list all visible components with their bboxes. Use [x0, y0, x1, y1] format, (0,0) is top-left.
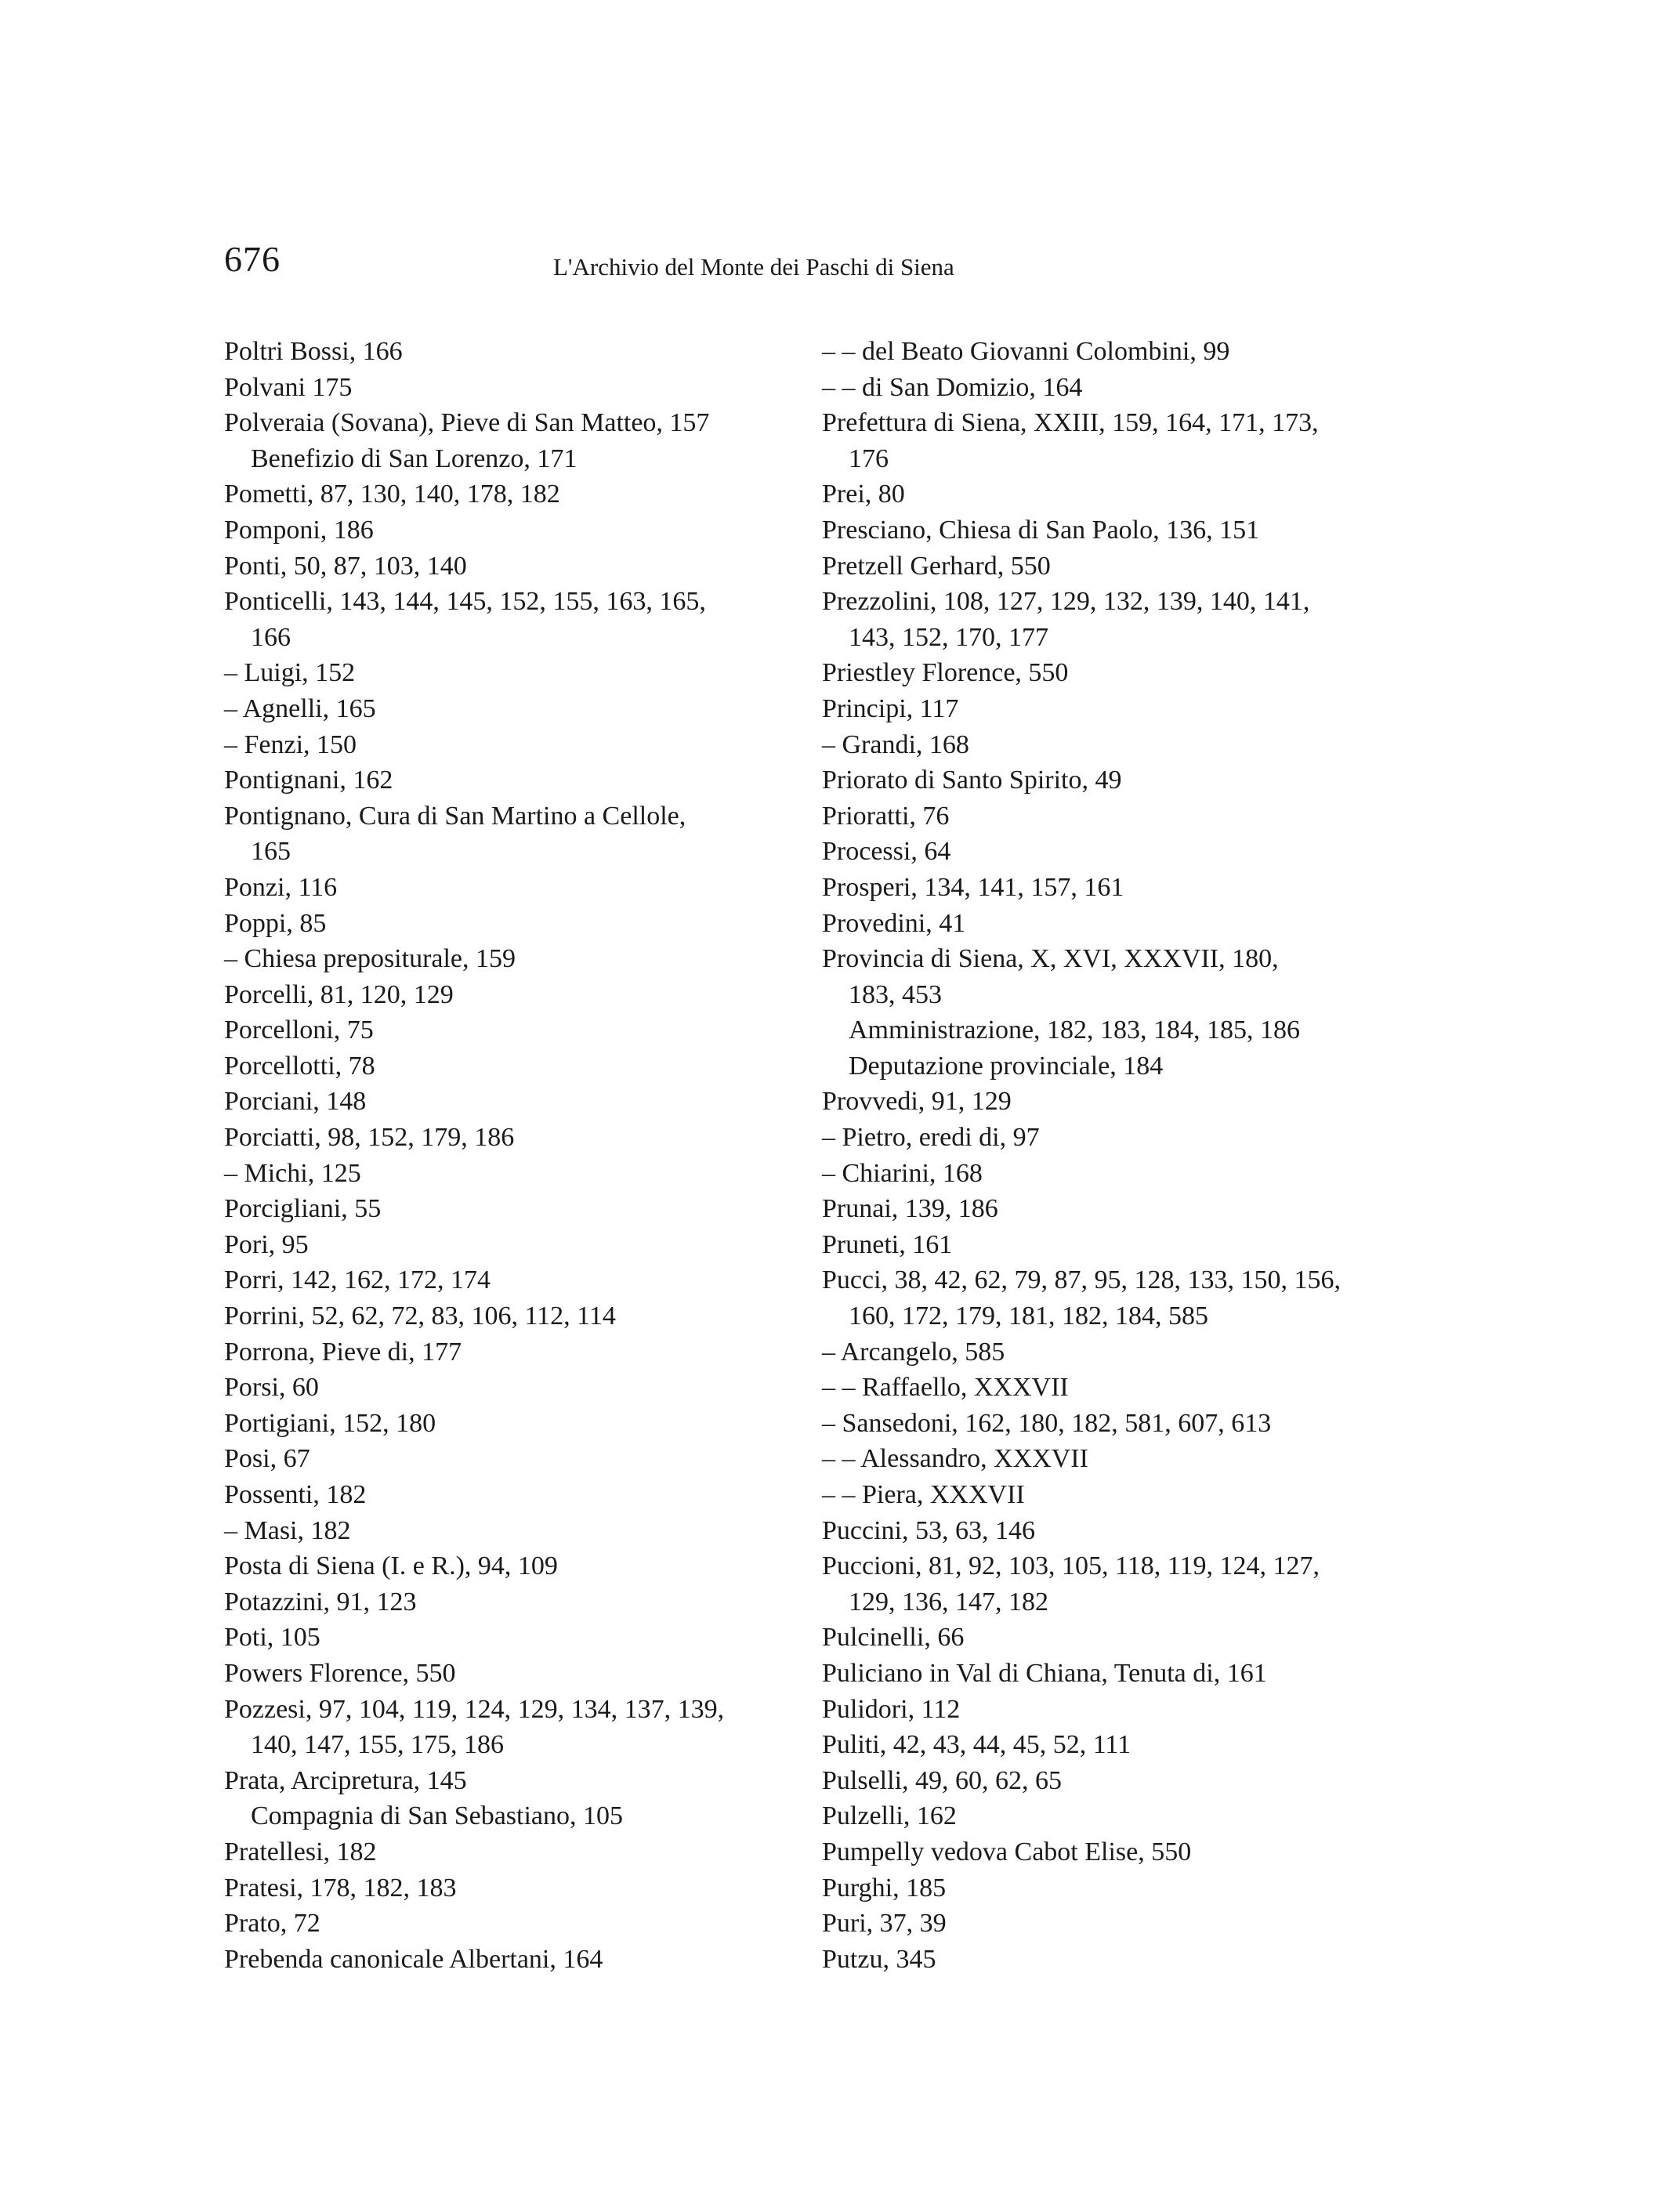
index-entry: Puliciano in Val di Chiana, Tenuta di, 161 [822, 1658, 1267, 1688]
page-number: 676 [224, 239, 281, 279]
index-entry: – Chiarini, 168 [822, 1158, 983, 1188]
index-entry: Principi, 117 [822, 693, 959, 723]
index-entry: – – Piera, XXXVII [822, 1480, 1025, 1509]
index-entry: Porciatti, 98, 152, 179, 186 [224, 1123, 515, 1153]
index-entry: 140, 147, 155, 175, 186 [251, 1730, 504, 1760]
index-entry: Pratellesi, 182 [224, 1837, 377, 1866]
index-entry: Posta di Siena (I. e R.), 94, 109 [224, 1551, 558, 1581]
index-entry: 165 [251, 837, 291, 867]
index-entry: Potazzini, 91, 123 [224, 1587, 417, 1617]
index-entry: Presciano, Chiesa di San Paolo, 136, 151 [822, 515, 1260, 545]
index-entry: Pumpelly vedova Cabot Elise, 550 [822, 1837, 1192, 1866]
index-entry: Purghi, 185 [822, 1873, 947, 1903]
index-entry: – Luigi, 152 [224, 658, 356, 688]
index-entry: 143, 152, 170, 177 [849, 622, 1048, 652]
index-entry: Processi, 64 [822, 837, 951, 867]
index-entry: Porcellotti, 78 [224, 1051, 375, 1081]
index-entry: Poppi, 85 [224, 908, 327, 938]
index-entry: Porcelloni, 75 [224, 1016, 374, 1045]
index-entry: Pretzell Gerhard, 550 [822, 551, 1051, 581]
index-entry: 160, 172, 179, 181, 182, 184, 585 [849, 1302, 1208, 1331]
index-entry: Pomponi, 186 [224, 515, 374, 545]
index-entry: – Arcangelo, 585 [822, 1337, 1005, 1367]
index-entry: Prata, Arcipretura, 145 [224, 1765, 467, 1795]
index-entry: Portigiani, 152, 180 [224, 1408, 436, 1438]
index-entry: Ponticelli, 143, 144, 145, 152, 155, 163, 165, [224, 587, 706, 617]
index-entry: 166 [251, 622, 291, 652]
index-entry: Pratesi, 178, 182, 183 [224, 1873, 457, 1903]
index-entry: – Chiesa prepositurale, 159 [224, 944, 516, 974]
index-entry: Provedini, 41 [822, 908, 966, 938]
index-entry: Pontignani, 162 [224, 766, 393, 795]
index-entry: – Michi, 125 [224, 1158, 361, 1188]
index-entry: Prosperi, 134, 141, 157, 161 [822, 872, 1124, 902]
index-entry: Putzu, 345 [822, 1944, 936, 1974]
index-entry: Porrini, 52, 62, 72, 83, 106, 112, 114 [224, 1302, 616, 1331]
index-entry: Possenti, 182 [224, 1480, 367, 1509]
index-entry: Posi, 67 [224, 1444, 310, 1474]
index-entry: Prezzolini, 108, 127, 129, 132, 139, 140, 141, [822, 587, 1310, 617]
index-entry: Pontignano, Cura di San Martino a Cellole, [224, 801, 686, 831]
index-entry: Prebenda canonicale Albertani, 164 [224, 1944, 603, 1974]
index-entry: Puccini, 53, 63, 146 [822, 1515, 1035, 1545]
index-entry: Pruneti, 161 [822, 1229, 953, 1259]
index-entry: Pulzelli, 162 [822, 1801, 957, 1831]
index-entry: – Pietro, eredi di, 97 [822, 1123, 1040, 1153]
index-entry: Prunai, 139, 186 [822, 1194, 998, 1224]
index-entry: Pucci, 38, 42, 62, 79, 87, 95, 128, 133, 150, 156, [822, 1265, 1341, 1295]
index-entry: Prei, 80 [822, 480, 905, 509]
index-entry: Pometti, 87, 130, 140, 178, 182 [224, 480, 560, 509]
index-entry: 183, 453 [849, 979, 942, 1009]
index-entry: Polvani 175 [224, 372, 353, 402]
index-entry: – – Raffaello, XXXVII [822, 1373, 1069, 1403]
index-entry: Priorato di Santo Spirito, 49 [822, 766, 1122, 795]
index-entry: Puccioni, 81, 92, 103, 105, 118, 119, 124, 127, [822, 1551, 1320, 1581]
index-entry: Powers Florence, 550 [224, 1658, 456, 1688]
index-entry: Pulcinelli, 66 [822, 1623, 965, 1653]
index-entry: Poltri Bossi, 166 [224, 337, 403, 366]
index-entry: – Fenzi, 150 [224, 730, 357, 759]
index-entry: Benefizio di San Lorenzo, 171 [251, 444, 578, 473]
index-entry: Pulidori, 112 [822, 1694, 961, 1724]
running-title: L'Archivio del Monte dei Paschi di Siena [553, 253, 954, 281]
index-entry: Prioratti, 76 [822, 801, 950, 831]
index-entry: Pulselli, 49, 60, 62, 65 [822, 1765, 1063, 1795]
index-entry: Deputazione provinciale, 184 [849, 1051, 1164, 1081]
index-entry: Prato, 72 [224, 1909, 320, 1939]
index-entry: Puri, 37, 39 [822, 1909, 947, 1939]
index-entry: – Masi, 182 [224, 1515, 351, 1545]
index-entry: Porcigliani, 55 [224, 1194, 382, 1224]
index-entry: Priestley Florence, 550 [822, 658, 1069, 688]
index-entry: 129, 136, 147, 182 [849, 1587, 1048, 1617]
index-entry: Porsi, 60 [224, 1373, 319, 1403]
index-entry: Porri, 142, 162, 172, 174 [224, 1265, 491, 1295]
index-entry: Puliti, 42, 43, 44, 45, 52, 111 [822, 1730, 1131, 1760]
index-entry: – Grandi, 168 [822, 730, 969, 759]
index-entry: Compagnia di San Sebastiano, 105 [251, 1801, 624, 1831]
index-entry: – Sansedoni, 162, 180, 182, 581, 607, 613 [822, 1408, 1272, 1438]
index-entry: Provvedi, 91, 129 [822, 1087, 1012, 1117]
index-entry: – – di San Domizio, 164 [822, 372, 1083, 402]
index-entry: Porciani, 148 [224, 1087, 367, 1117]
index-entry: Porrona, Pieve di, 177 [224, 1337, 462, 1367]
index-entry: – – del Beato Giovanni Colombini, 99 [822, 337, 1230, 366]
index-entry: Poti, 105 [224, 1623, 320, 1653]
index-entry: Ponti, 50, 87, 103, 140 [224, 551, 467, 581]
index-entry: Provincia di Siena, X, XVI, XXXVII, 180, [822, 944, 1279, 974]
index-entry: Amministrazione, 182, 183, 184, 185, 186 [849, 1016, 1301, 1045]
index-column-right [822, 334, 1410, 1977]
index-column-left [224, 334, 796, 1977]
index-entry: 176 [849, 444, 889, 473]
index-entry: – Agnelli, 165 [224, 693, 376, 723]
index-entry: Porcelli, 81, 120, 129 [224, 979, 454, 1009]
index-entry: Ponzi, 116 [224, 872, 338, 902]
index-entry: – – Alessandro, XXXVII [822, 1444, 1088, 1474]
index-entry: Prefettura di Siena, XXIII, 159, 164, 171, 173, [822, 408, 1319, 438]
index-entry: Pozzesi, 97, 104, 119, 124, 129, 134, 137, 139, [224, 1694, 725, 1724]
index-entry: Pori, 95 [224, 1229, 309, 1259]
index-entry: Polveraia (Sovana), Pieve di San Matteo, 157 [224, 408, 710, 438]
